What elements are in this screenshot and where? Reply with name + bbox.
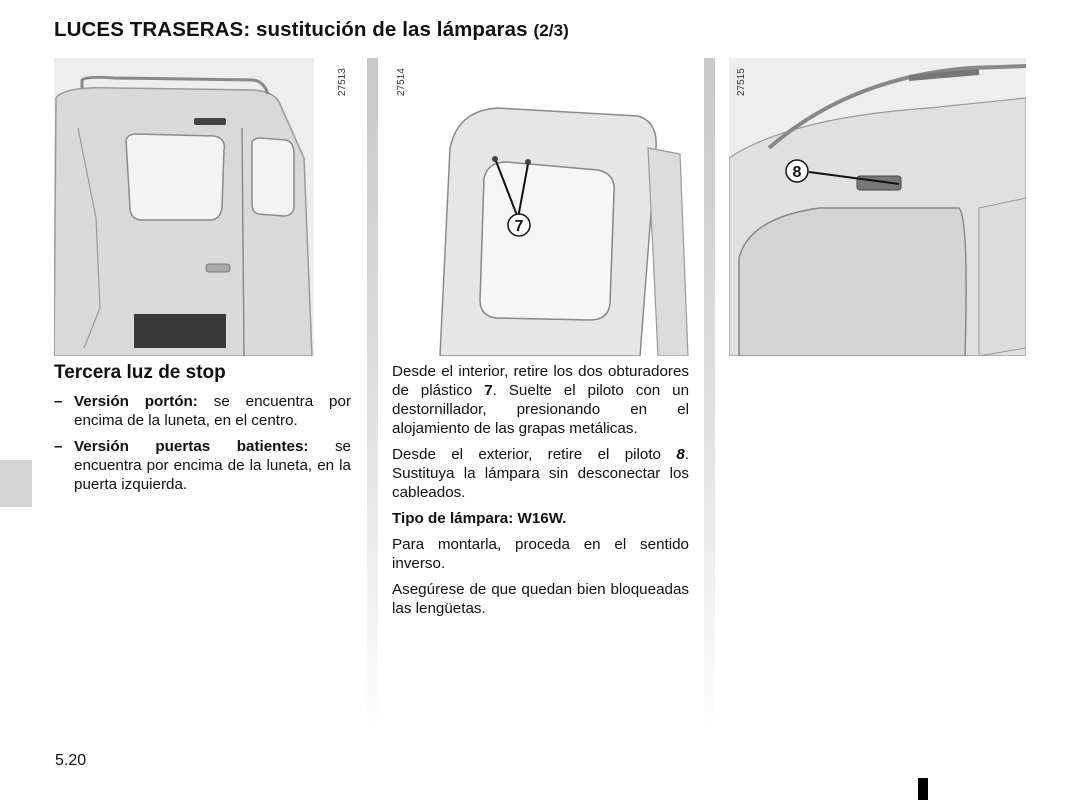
- bullet-label: Versión puertas batientes:: [74, 438, 309, 455]
- figure-code-1: 27513: [337, 68, 348, 96]
- figure-van-roof: [729, 58, 1026, 356]
- column-divider-1: [367, 58, 378, 738]
- instructions: [392, 362, 689, 625]
- bullet-item: [54, 392, 351, 430]
- paragraph-remove-plugs: Desde el interior, retire los dos obturadores de plástico 7. Suelte el piloto con un destornillador, presionando en el alojamiento de las grapas metálicas.: [392, 363, 690, 437]
- figure-code-2: 27514: [396, 68, 407, 96]
- page-part: (2/3): [533, 21, 569, 40]
- paragraph-refit: Para montarla, proceda en el sentido inverso.: [392, 536, 689, 572]
- callout-8: 8: [792, 164, 802, 181]
- callout-7: 7: [514, 218, 524, 235]
- page-title: LUCES TRASERAS: sustitución de las lámparas (2/3): [54, 18, 569, 41]
- section-tab: [0, 460, 32, 507]
- bullet-item: [54, 437, 351, 494]
- bullet-label: Versión portón:: [74, 393, 198, 410]
- bullet-text: se encuentra por encima de la luneta, en la puerta izquierda.: [74, 438, 352, 493]
- end-mark: [918, 778, 928, 800]
- figure-rear-doors: [54, 58, 314, 356]
- paragraph-tabs: Asegúrese de que quedan bien bloqueadas las lengüetas.: [392, 581, 689, 617]
- figure-door-interior: [418, 58, 690, 356]
- van-roof-illustration: [729, 58, 1026, 356]
- rear-doors-illustration: [54, 58, 314, 356]
- bullet-text: se encuentra por encima de la luneta, en el centro.: [74, 393, 351, 429]
- bullet-dash: –: [54, 438, 63, 455]
- paragraph-remove-light: Desde el exterior, retire el piloto 8. Sustituya la lámpara sin desconectar los cableados.: [392, 446, 689, 501]
- section-heading: Tercera luz de stop: [54, 362, 226, 383]
- door-interior-illustration: [418, 58, 690, 356]
- bullet-list: [54, 392, 351, 501]
- column-divider-2: [704, 58, 715, 738]
- bullet-dash: –: [54, 393, 63, 410]
- page-number: 5.20: [55, 752, 87, 769]
- figure-code-3: 27515: [736, 68, 747, 96]
- lamp-type: Tipo de lámpara: W16W.: [392, 510, 567, 527]
